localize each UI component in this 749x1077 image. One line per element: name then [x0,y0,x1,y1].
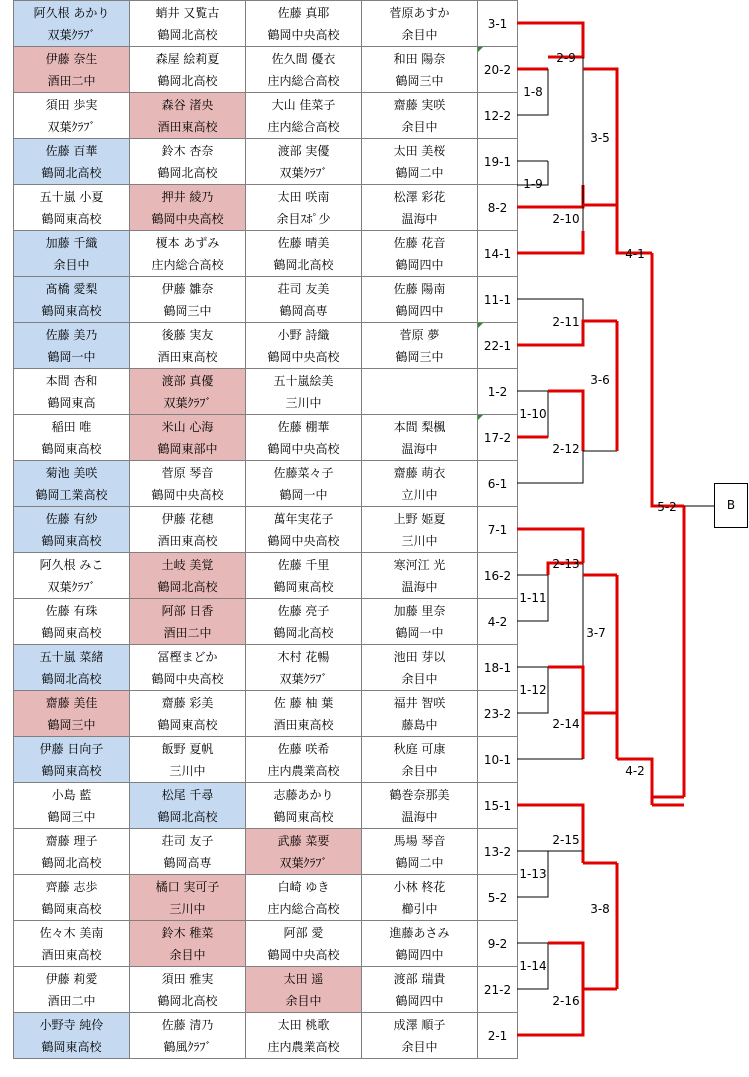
player-team: 立川中 [401,487,438,502]
match-number-cell: 18-1 [478,645,518,691]
player-name: 伊藤 花穂 [161,511,214,526]
bracket-match-label: 2-11 [552,315,580,329]
player-name: 白崎 ゆき [277,879,330,894]
match-number-cell: 6-1 [478,461,518,507]
player-team: 鶴岡三中 [47,717,96,732]
player-team: 鶴岡東高校 [41,533,102,548]
player-team: 余目中 [169,947,206,962]
bracket-match-label: 2-12 [552,442,580,456]
player-team: 双葉ｸﾗﾌﾞ [279,165,328,180]
player-team: 鶴岡東高校 [41,1039,102,1054]
player-team: 酒田東高校 [157,533,218,548]
player-team: 庄内農業高校 [267,1039,340,1054]
player-name: 松澤 彩花 [393,189,446,204]
match-number-cell: 3-1 [478,1,518,47]
player-name: 齊藤 志歩 [45,879,98,894]
player-name: 太田 咲南 [277,189,330,204]
player-name: 本間 杏和 [45,373,98,388]
player-name: 馬場 琴音 [393,833,446,848]
player-name: 池田 芽以 [393,649,446,664]
player-team: 余目中 [401,1039,438,1054]
player-name: 冨樫まどか [157,649,218,664]
player-name: 木村 花暢 [277,649,330,664]
player-team: 鶴岡北高校 [157,993,218,1008]
match-number-cell: 5-2 [478,875,518,921]
player-team: 鶴岡北高校 [273,625,334,640]
player-team: 三川中 [285,395,322,410]
player-name: 米山 心海 [161,419,214,434]
match-number-cell: 16-2 [478,553,518,599]
player-team: 庄内総合高校 [267,901,340,916]
player-team: 鶴岡東高校 [41,901,102,916]
player-name: 太田 美桜 [393,143,446,158]
player-name: 佐藤 美乃 [45,327,98,342]
player-team: 鶴岡東高校 [41,441,102,456]
player-name: 和田 陽奈 [393,51,446,66]
player-team: 鶴岡東高校 [273,579,334,594]
player-team: 鶴岡工業高校 [35,487,108,502]
player-name: 小島 藍 [51,787,92,802]
match-number-cell: 21-2 [478,967,518,1013]
player-team: 鶴岡中央高校 [267,947,340,962]
player-team: 双葉ｸﾗﾌﾞ [47,579,96,594]
player-name: 五十嵐 菜緒 [39,649,104,664]
player-team: 酒田二中 [163,625,212,640]
player-team: 鶴岡東高校 [41,211,102,226]
player-team: 鶴岡一中 [395,625,444,640]
player-name: 渡部 実優 [277,143,330,158]
player-name: 齋藤 萌衣 [393,465,446,480]
player-team: 余目中 [401,763,438,778]
player-team: 双葉ｸﾗﾌﾞ [47,119,96,134]
player-team: 鶴岡北高校 [41,165,102,180]
player-team: 余目中 [401,119,438,134]
player-team: 鶴岡中央高校 [267,349,340,364]
player-name: 髙橋 愛梨 [45,281,98,296]
player-name: 伊藤 雛奈 [161,281,214,296]
player-team: 鶴岡三中 [163,303,212,318]
player-name: 菊池 美咲 [45,465,98,480]
player-name: 武藤 菜要 [277,833,330,848]
bracket-match-label: 3-8 [590,902,610,916]
player-name: 佐藤 清乃 [161,1017,214,1032]
player-name: 伊藤 莉愛 [45,971,98,986]
player-name: 五十嵐 小夏 [39,189,104,204]
player-name: 橘口 実可子 [155,879,220,894]
player-name: 土岐 美覚 [161,557,214,572]
player-team: 鶴岡東高校 [41,625,102,640]
player-name: 本間 梨楓 [393,419,446,434]
match-number-cell: 10-1 [478,737,518,783]
player-team: 双葉ｸﾗﾌﾞ [163,395,212,410]
player-team: 鶴岡中央高校 [267,533,340,548]
player-team: 鶴岡北高校 [41,671,102,686]
bracket-match-label: 2-15 [552,833,580,847]
bracket-match-label: 2-16 [552,994,580,1008]
player-team: 双葉ｸﾗﾌﾞ [279,855,328,870]
player-name: 鶴巻奈那美 [389,787,450,802]
player-name: 佐藤 千里 [277,557,330,572]
player-team: 鶴岡高専 [279,303,328,318]
player-name: 寒河江 光 [393,557,446,572]
bracket-match-label: 1-10 [519,407,547,421]
player-team: 鶴岡三中 [395,73,444,88]
bracket-match-label: 3-6 [590,373,610,387]
player-team: 藤島中 [401,717,438,732]
player-name: 齋藤 美佳 [45,695,98,710]
player-name: 荘司 友美 [277,281,330,296]
player-name: 加藤 里奈 [393,603,446,618]
player-team: 鶴岡北高校 [157,809,218,824]
player-name: 鈴木 杏奈 [161,143,214,158]
player-team: 鶴岡東高校 [41,763,102,778]
player-name: 阿久根 あかり [33,5,110,20]
player-team: 鶴岡中央高校 [151,211,224,226]
player-team: 余目ｽﾎﾟ少 [276,211,331,226]
match-number-cell: 4-2 [478,599,518,645]
match-number-cell: 13-2 [478,829,518,875]
player-team: 鶴岡東部中 [157,441,218,456]
player-name: 上野 姫夏 [393,511,446,526]
player-team: 鶴岡二中 [395,165,444,180]
player-team: 酒田東高校 [157,119,218,134]
player-name: 阿部 日香 [161,603,214,618]
player-name: 齋藤 理子 [45,833,98,848]
player-team: 温海中 [401,809,438,824]
player-name: 佐藤 百華 [45,143,98,158]
player-name: 佐藤 晴美 [277,235,330,250]
player-name: 榎本 あずみ [155,235,220,250]
bracket-match-label: 3-5 [590,131,610,145]
player-name: 小野寺 純伶 [39,1017,104,1032]
bracket-line-winner [652,253,684,506]
player-name: 五十嵐絵美 [273,373,334,388]
player-team: 三川中 [169,901,206,916]
player-name: 須田 雅実 [161,971,214,986]
player-team: 温海中 [401,211,438,226]
bracket-match-label: 2-10 [552,212,580,226]
player-name: 佐藤 有紗 [45,511,98,526]
player-name: 大山 佳菜子 [271,97,336,112]
player-team: 三川中 [401,533,438,548]
player-team: 温海中 [401,441,438,456]
player-team: 鶴岡東高 [47,395,96,410]
bracket-match-label: 2-14 [552,717,580,731]
player-name: 成澤 順子 [393,1017,446,1032]
bracket-line-winner [517,231,583,253]
player-name: 菅原あすか [389,5,450,20]
match-number-cell: 19-1 [478,139,518,185]
player-name: 太田 遥 [283,971,324,986]
player-team: 鶴岡四中 [395,303,444,318]
player-name: 佐久間 優衣 [271,51,336,66]
player-team: 酒田東高校 [41,947,102,962]
player-name: 佐藤 有珠 [45,603,98,618]
player-name: 渡部 瑞貴 [393,971,446,986]
player-team: 酒田二中 [47,993,96,1008]
player-name: 阿久根 みこ [39,557,104,572]
player-team: 鶴岡東高校 [273,809,334,824]
player-name: 須田 歩実 [45,97,98,112]
bracket-match-label: 2-13 [552,557,580,571]
player-team: 余目中 [401,671,438,686]
match-number-cell: 11-1 [478,277,518,323]
bracket-match-label: 1-13 [519,867,547,881]
player-team: 温海中 [401,579,438,594]
player-team: 庄内総合高校 [151,257,224,272]
match-number-cell: 9-2 [478,921,518,967]
player-team: 櫛引中 [401,901,438,916]
player-team: 鶴岡中央高校 [267,441,340,456]
player-team: 双葉ｸﾗﾌﾞ [279,671,328,686]
player-team: 酒田二中 [47,73,96,88]
player-team: 鶴岡中央高校 [151,487,224,502]
player-team: 鶴岡東高校 [41,303,102,318]
player-team: 鶴岡高専 [163,855,212,870]
bracket-match-label: 2-9 [556,51,576,65]
player-name: 進藤あさみ [389,925,450,940]
match-number-cell: 15-1 [478,783,518,829]
player-team: 鶴岡北高校 [273,257,334,272]
player-name: 佐藤 亮子 [277,603,330,618]
player-team: 鶴岡東高校 [157,717,218,732]
bracket-match-label: 4-1 [625,247,645,261]
player-name: 伊藤 奈生 [45,51,98,66]
player-name: 荘司 友子 [161,833,214,848]
player-team: 鶴岡二中 [395,855,444,870]
player-team: 鶴岡北高校 [157,27,218,42]
player-name: 佐藤 真耶 [277,5,330,20]
bracket-match-label: 3-7 [586,626,606,640]
player-team: 鶴岡一中 [47,349,96,364]
player-name: 佐藤 花音 [393,235,446,250]
player-team: 鶴岡北高校 [157,73,218,88]
player-name: 加藤 千織 [45,235,98,250]
player-team: 鶴岡四中 [395,257,444,272]
player-team: 余目中 [53,257,90,272]
player-name: 菅原 琴音 [161,465,214,480]
player-team: 鶴岡北高校 [41,855,102,870]
bracket-match-label: 1-9 [523,177,543,191]
match-number-cell: 23-2 [478,691,518,737]
player-team: 酒田東高校 [273,717,334,732]
bracket-line-winner [548,667,583,759]
player-name: 佐藤 陽南 [393,281,446,296]
bracket-match-label: 1-14 [519,959,547,973]
player-team: 酒田東高校 [157,349,218,364]
player-name: 萬年実花子 [273,511,334,526]
player-name: 志藤あかり [273,787,334,802]
player-team: 鶴岡四中 [395,993,444,1008]
player-name: 松尾 千尋 [161,787,214,802]
player-team: 三川中 [169,763,206,778]
bracket-match-label: 4-2 [625,764,645,778]
player-name: 押井 綾乃 [161,189,214,204]
player-name: 太田 桃歌 [277,1017,330,1032]
player-name: 鈴木 稚菜 [161,925,214,940]
match-number-cell: 12-2 [478,93,518,139]
player-name: 小林 柊花 [393,879,446,894]
player-name: 齋藤 彩美 [161,695,214,710]
match-number-cell: 2-1 [478,1013,518,1059]
player-name: 佐々木 美南 [39,925,104,940]
player-name: 佐藤 棚華 [277,419,330,434]
bracket-match-label: 5-2 [657,500,677,514]
player-name: 小野 詩織 [277,327,330,342]
player-name: 蛸井 又覧古 [155,5,220,20]
player-team: 庄内農業高校 [267,763,340,778]
player-name: 齋藤 実咲 [393,97,446,112]
player-team: 鶴岡三中 [47,809,96,824]
player-name: 佐 藤 柚 葉 [273,695,334,710]
player-name: 渡部 真優 [161,373,214,388]
player-name: 福井 智咲 [393,695,446,710]
player-name: 菅原 夢 [399,327,440,342]
player-team: 鶴岡北高校 [157,165,218,180]
player-team: 鶴岡中央高校 [151,671,224,686]
player-team: 鶴岡中央高校 [267,27,340,42]
bracket-line-winner [617,70,652,253]
player-name: 稲田 唯 [51,419,92,434]
player-name: 佐藤菜々子 [273,465,334,480]
match-number-cell: 1-2 [478,369,518,415]
player-team: 鶴岡四中 [395,947,444,962]
player-team: 余目中 [401,27,438,42]
player-team: 鶴岡北高校 [157,579,218,594]
player-team: 鶴岡一中 [279,487,328,502]
match-number-cell: 8-2 [478,185,518,231]
match-number-cell: 17-2 [478,415,518,461]
bracket-match-label: 1-11 [519,591,547,605]
player-name: 秋庭 可康 [393,741,446,756]
player-name: 阿部 愛 [283,925,324,940]
player-name: 後藤 実友 [161,327,214,342]
bracket-match-label: 1-12 [519,683,547,697]
player-name: 伊藤 日向子 [39,741,104,756]
player-team: 余目中 [285,993,322,1008]
player-team: 庄内総合高校 [267,73,340,88]
player-name: 飯野 夏帆 [161,741,214,756]
player-name: 森谷 渚央 [161,97,214,112]
match-number-cell: 22-1 [478,323,518,369]
match-number-cell: 20-2 [478,47,518,93]
player-team: 鶴風ｸﾗﾌﾞ [163,1039,212,1054]
match-number-cell: 7-1 [478,507,518,553]
player-team: 庄内総合高校 [267,119,340,134]
player-team: 鶴岡三中 [395,349,444,364]
match-number-cell: 14-1 [478,231,518,277]
player-name: 佐藤 咲希 [277,741,330,756]
bracket-match-label: 1-8 [523,85,543,99]
bracket-final-box: B [714,483,748,528]
player-team: 双葉ｸﾗﾌﾞ [47,27,96,42]
player-name: 森屋 絵莉夏 [155,51,220,66]
